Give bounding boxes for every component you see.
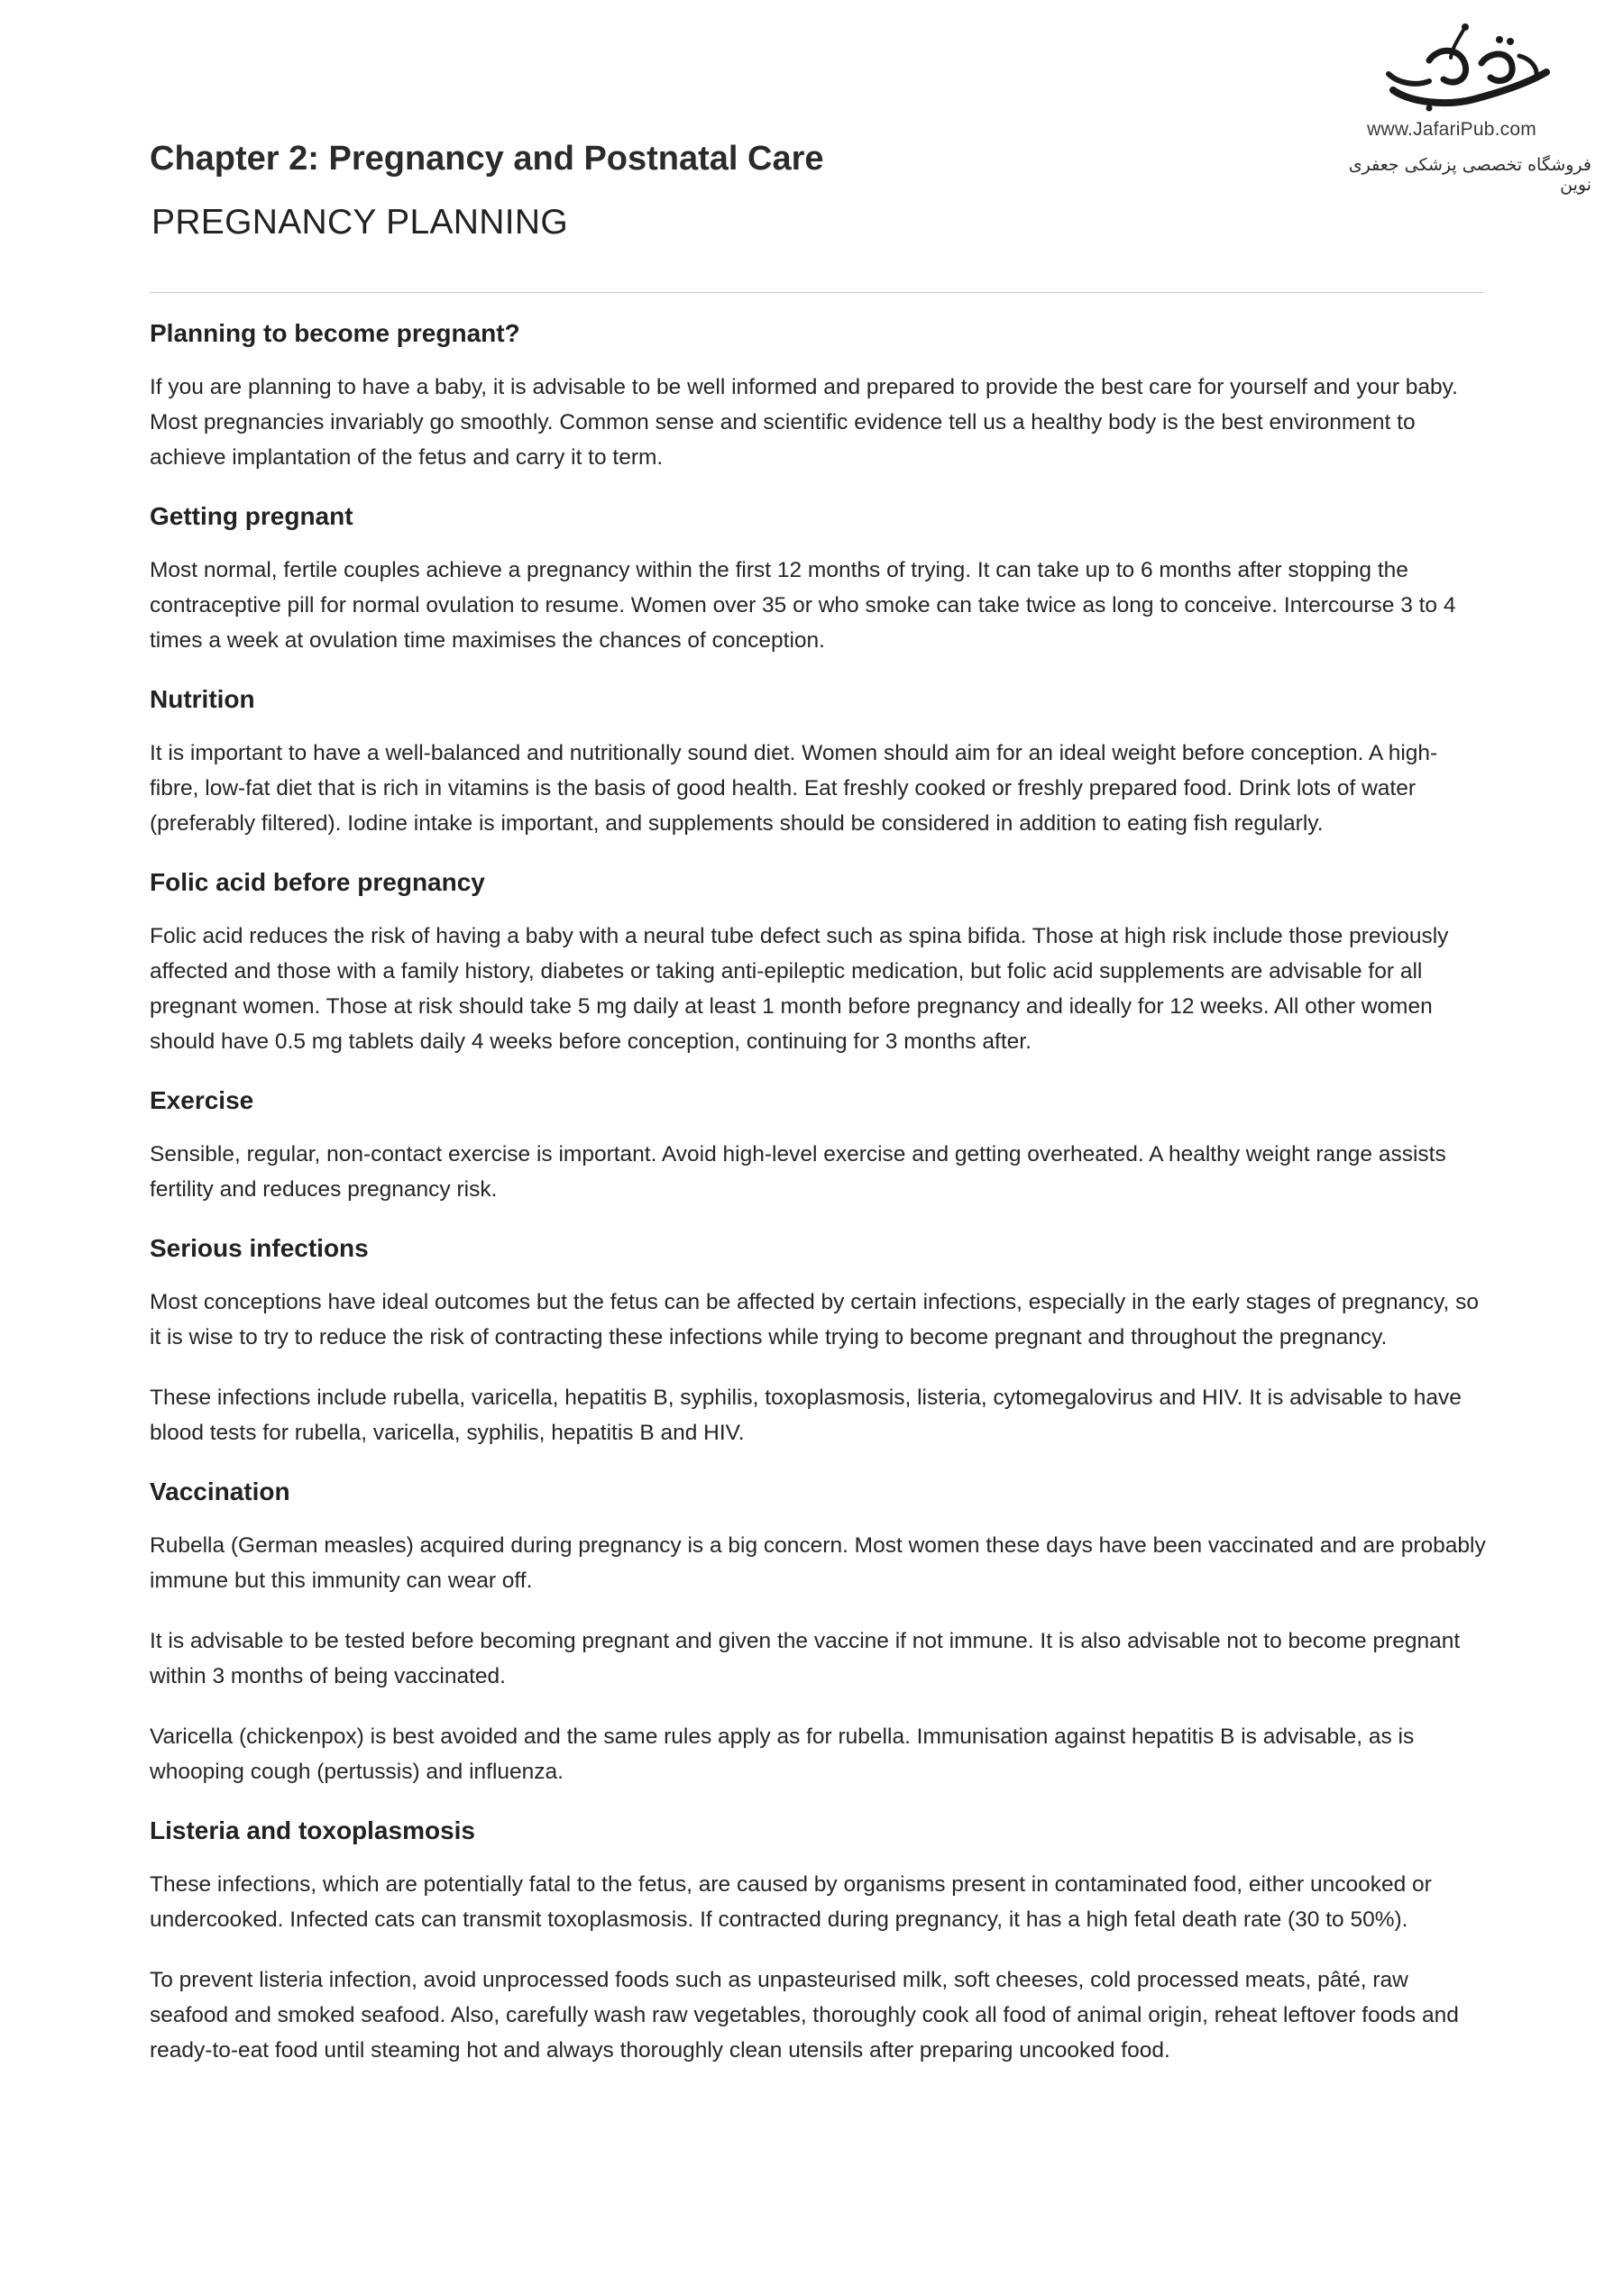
section-planning [150,317,1486,475]
logo-website-url: www.JafariPub.com [1367,119,1536,140]
paragraph: To prevent listeria infection, avoid unprocessed foods such as unpasteurised milk, soft cheeses, cold processed meats, pâté, raw seafood and smoked seafood. Also, carefully wash raw vegetables, thoroughly cook all food of animal origin, reheat leftover foods and ready-to-eat food until steaming hot and always thoroughly clean utensils after preparing uncooked food. [150,1968,1459,2063]
section-heading: Serious infections [150,1234,369,1262]
section-serious-infections [150,1232,1486,1450]
paragraph: If you are planning to have a baby, it is advisable to be well informed and prepared to provide the best care for yourself and your baby. Most pregnancies invariably go smoothly. Common sense and scientific evidence tell us a healthy body is the best environment to achieve implantation of the fetus and carry it to term. [150,375,1458,470]
section-title: PREGNANCY PLANNING [151,203,568,242]
publisher-logo [1330,20,1600,195]
paragraph: Most normal, fertile couples achieve a pregnancy within the first 12 months of trying. It can take up to 6 months after stopping the contraceptive pill for normal ovulation to resume. Women over 35 or who smoke can take twice as long to conceive. Intercourse 3 to 4 times a week at ovulation time maximises the chances of conception. [150,558,1456,653]
chapter-title: Chapter 2: Pregnancy and Postnatal Care [150,140,824,178]
section-heading: Getting pregnant [150,502,353,530]
logo-subtitle: فروشگاه تخصصی پزشکی جعفری نوین [1348,155,1591,195]
paragraph: It is important to have a well-balanced and nutritionally sound diet. Women should aim for an ideal weight before conception. A high-fibre, low-fat diet that is rich in vitamins is the basis of good health. Eat freshly cooked or freshly prepared food. Drink lots of water (preferably filtered). Iodine intake is important, and supplements should be considered in addition to eating fish regularly. [150,741,1438,836]
paragraph: Varicella (chickenpox) is best avoided and the same rules apply as for rubella. Immunisation against hepatitis B is advisable, as is whooping cough (pertussis) and influenza. [150,1724,1415,1784]
paragraph: Folic acid reduces the risk of having a baby with a neural tube defect such as spina bifida. Those at high risk include those previously affected and those with a family history, diabetes or taking anti-epileptic medication, but folic acid supplements are advisable for all pregnant women. Those at risk should take 5 mg daily at least 1 month before pregnancy and ideally for 12 weeks. All other women should have 0.5 mg tablets daily 4 weeks before conception, continuing for 3 months after. [150,924,1449,1054]
paragraph: These infections, which are potentially fatal to the fetus, are caused by organisms present in contaminated food, either uncooked or undercooked. Infected cats can transmit toxoplasmosis. If contracted during pregnancy, it has a high fetal death rate (30 to 50%). [150,1872,1432,1932]
section-heading: Planning to become pregnant? [150,319,520,347]
section-vaccination [150,1476,1486,1789]
paragraph: Rubella (German measles) acquired during pregnancy is a big concern. Most women these days have been vaccinated and are probably immune but this immunity can wear off. [150,1533,1486,1593]
paragraph: Sensible, regular, non-contact exercise is important. Avoid high-level exercise and getting overheated. A healthy weight range assists fertility and reduces pregnancy risk. [150,1142,1446,1202]
section-heading: Listeria and toxoplasmosis [150,1816,475,1844]
section-getting-pregnant [150,500,1486,658]
paragraph: It is advisable to be tested before becoming pregnant and given the vaccine if not immune. It is also advisable not to become pregnant within 3 months of being vaccinated. [150,1629,1461,1688]
header-divider [150,292,1484,293]
section-heading: Nutrition [150,685,255,713]
section-listeria-toxoplasmosis [150,1815,1486,2068]
paragraph: These infections include rubella, varicella, hepatitis B, syphilis, toxoplasmosis, listeria, cytomegalovirus and HIV. It is advisable to have blood tests for rubella, varicella, syphilis, hepatitis B and HIV. [150,1386,1462,1445]
section-folic-acid [150,866,1486,1059]
article-body [150,317,1486,2093]
section-heading: Exercise [150,1086,254,1114]
section-heading: Vaccination [150,1477,290,1505]
section-nutrition [150,683,1486,841]
section-exercise [150,1084,1486,1207]
logo-calligraphy-icon [1375,20,1555,119]
paragraph: Most conceptions have ideal outcomes but the fetus can be affected by certain infections, especially in the early stages of pregnancy, so it is wise to try to reduce the risk of contracting these infections while trying to become pregnant and throughout the pregnancy. [150,1290,1480,1349]
section-heading: Folic acid before pregnancy [150,868,485,896]
